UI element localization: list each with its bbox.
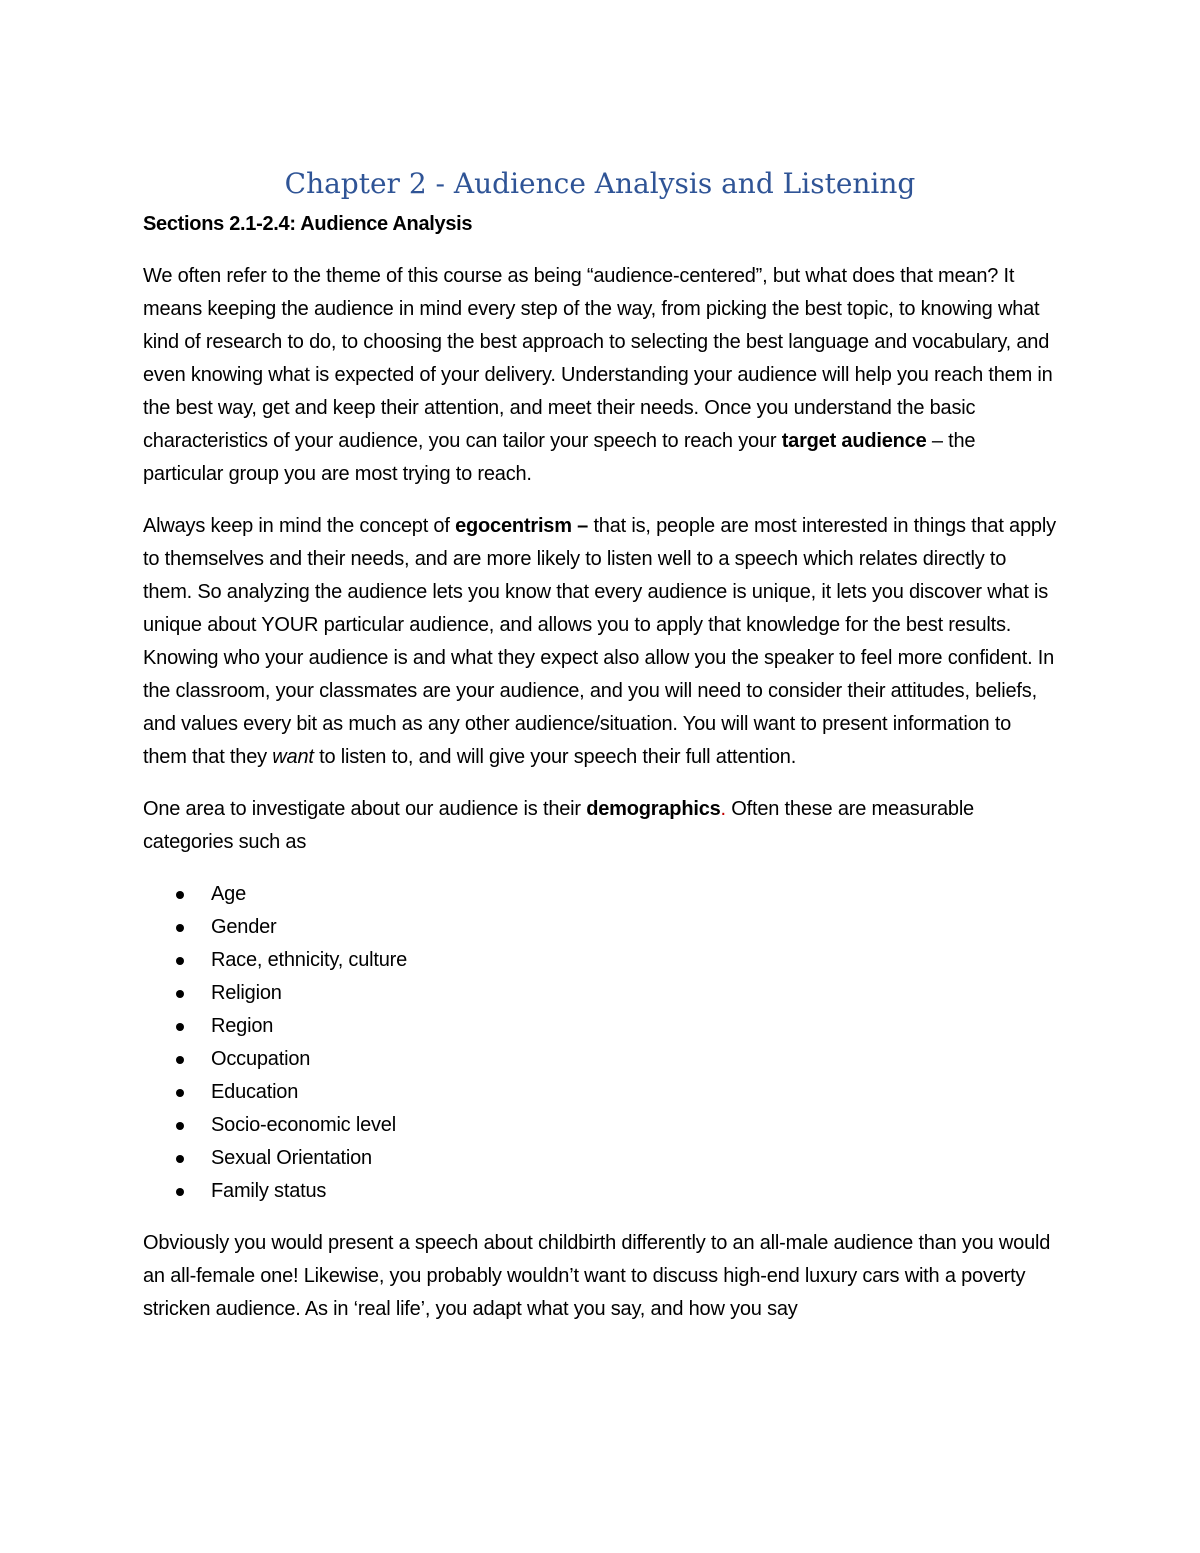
list-item [143, 1109, 1058, 1142]
paragraph-egocentrism [143, 510, 1058, 774]
list-item-label: Region [211, 1015, 274, 1037]
paragraph-text: that is, people are most interested in things that apply to themselves and their needs, and are more likely to listen well to a speech which relates directly to them. So analyzing the audience lets you know that every audience is unique, it lets you discover what is unique about YOUR particular audience, and allows you to apply that knowledge for the best results. Knowing who your audience is and what they expect also allow you the speaker to feel more confident. In the classroom, your classmates are your audience, and you will need to consider their attitudes, beliefs, and values every bit as much as any other audience/situation. You will want to present information to them that they [143, 515, 1056, 768]
paragraph-text: We often refer to the theme of this course as being “audience-centered”, but what does that mean? It means keeping the audience in mind every step of the way, from picking the best topic, to knowing what kind of research to do, to choosing the best approach to selecting the best language and vocabulary, and even knowing what is expected of your delivery. Understanding your audience will help you reach them in the best way, get and keep their attention, and meet their needs. Once you understand the basic characteristics of your audience, you can tailor your speech to reach your [143, 265, 1053, 452]
bullet-icon [176, 1122, 184, 1130]
bullet-icon [176, 1089, 184, 1097]
bullet-icon [176, 1056, 184, 1064]
list-item-label: Education [211, 1081, 299, 1103]
list-item [143, 878, 1058, 911]
paragraph-audience-centered [143, 260, 1058, 491]
list-item [143, 1142, 1058, 1175]
term-demographics: demographics [586, 798, 721, 820]
paragraph-text: – the particular group you are most trying to reach. [143, 430, 976, 485]
list-item-label: Gender [211, 916, 277, 938]
list-item-label: Family status [211, 1180, 327, 1202]
paragraph-text: Always keep in mind the concept of [143, 515, 456, 537]
term-egocentrism: egocentrism – [455, 515, 589, 537]
bullet-icon [176, 924, 184, 932]
paragraph-adapting: Obviously you would present a speech about childbirth differently to an all-male audience than you would an all-female one! Likewise, you probably wouldn’t want to discuss high-end luxury cars with a poverty stricken audience. As in ‘real life’, you adapt what you say, and how you say [143, 1232, 1051, 1320]
bullet-icon [176, 1155, 184, 1163]
chapter-title: Chapter 2 - Audience Analysis and Listening [284, 167, 916, 200]
list-item [143, 977, 1058, 1010]
list-item-label: Religion [211, 982, 282, 1004]
paragraph-text: to listen to, and will give your speech their full attention. [313, 746, 797, 768]
list-item [143, 944, 1058, 977]
list-item [143, 1175, 1058, 1208]
bullet-icon [176, 1188, 184, 1196]
bullet-icon [176, 891, 184, 899]
bullet-icon [176, 1023, 184, 1031]
term-period: . [720, 798, 726, 820]
paragraph-text: One area to investigate about our audience is their [143, 798, 587, 820]
bullet-icon [176, 957, 184, 965]
list-item [143, 1076, 1058, 1109]
section-heading: Sections 2.1-2.4: Audience Analysis [143, 213, 473, 235]
list-item-label: Race, ethnicity, culture [211, 949, 408, 971]
paragraph-text: Often these are measurable categories such as [143, 798, 974, 853]
bullet-icon [176, 990, 184, 998]
demographics-list [143, 878, 1058, 1208]
list-item [143, 1010, 1058, 1043]
document-body [143, 208, 1058, 1345]
list-item-label: Occupation [211, 1048, 311, 1070]
list-item [143, 911, 1058, 944]
list-item-label: Sexual Orientation [211, 1147, 372, 1169]
term-target-audience: target audience [781, 430, 927, 452]
list-item-label: Socio-economic level [211, 1114, 396, 1136]
list-item [143, 1043, 1058, 1076]
paragraph-demographics [143, 793, 1058, 859]
emphasis-want: want [272, 746, 314, 768]
list-item-label: Age [211, 883, 246, 905]
